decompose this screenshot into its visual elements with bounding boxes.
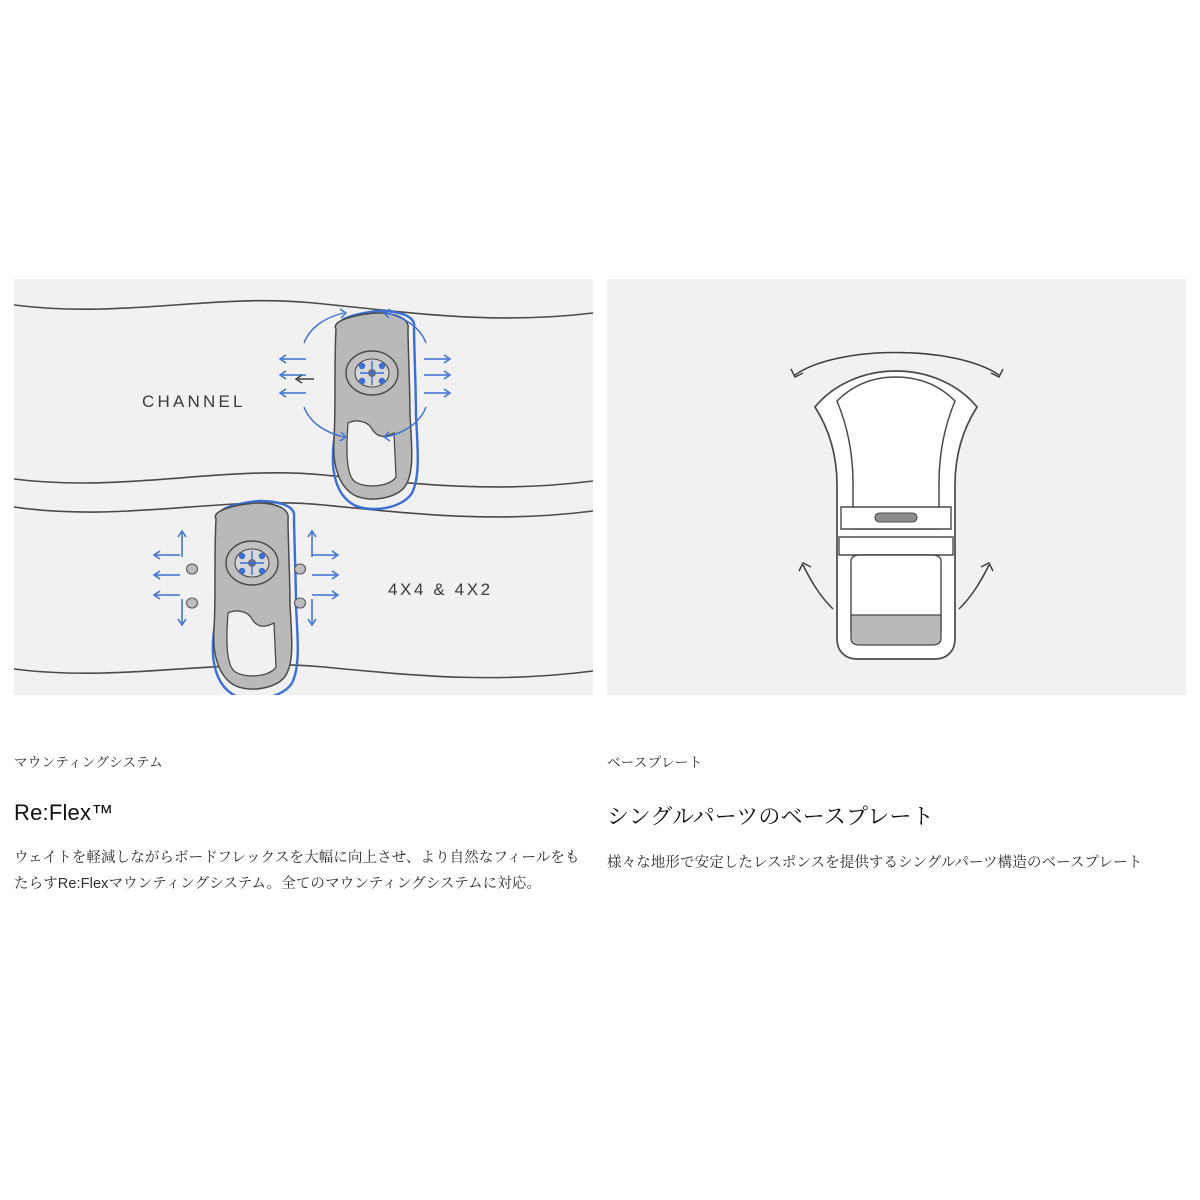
baseplate-caption bbox=[607, 751, 1186, 876]
feature-column-mounting-system bbox=[14, 279, 593, 897]
mounting-system-figure bbox=[14, 279, 593, 695]
body-mounting-system: ウェイトを軽減しながらボードフレックスを大幅に向上させ、より自然なフィールをもたらすRe:Flexマウンティングシステム。全てのマウンティングシステムに対応。 bbox=[14, 850, 580, 892]
eyebrow-mounting-system: マウンティングシステム bbox=[14, 755, 164, 770]
baseplate-figure bbox=[607, 279, 1186, 695]
binding-top-center-arrow bbox=[296, 375, 314, 383]
figure-label-grid: 4X4 & 4X2 bbox=[388, 580, 493, 599]
baseplate-illustration bbox=[607, 279, 1186, 695]
mounting-disc bbox=[226, 541, 278, 585]
headline-reflex: Re:Flex™ bbox=[14, 800, 114, 825]
heelcup-band bbox=[839, 537, 953, 555]
binding-bottom bbox=[213, 501, 298, 695]
hinge-band bbox=[841, 507, 951, 529]
highback-panel bbox=[837, 377, 955, 529]
mounting-disc bbox=[346, 351, 398, 395]
body-baseplate: 様々な地形で安定したレスポンスを提供するシングルパーツ構造のベースプレート bbox=[607, 855, 1143, 871]
figure-label-channel: CHANNEL bbox=[142, 392, 246, 411]
eyebrow-baseplate: ベースプレート bbox=[607, 755, 703, 770]
mounting-system-illustration bbox=[14, 279, 593, 695]
headline-baseplate: シングルパーツのベースプレート bbox=[607, 804, 934, 829]
binding-top bbox=[333, 311, 418, 509]
mounting-system-caption bbox=[14, 751, 593, 897]
feature-columns bbox=[14, 279, 1186, 897]
toe-pad bbox=[851, 615, 941, 645]
feature-column-baseplate bbox=[607, 279, 1186, 897]
